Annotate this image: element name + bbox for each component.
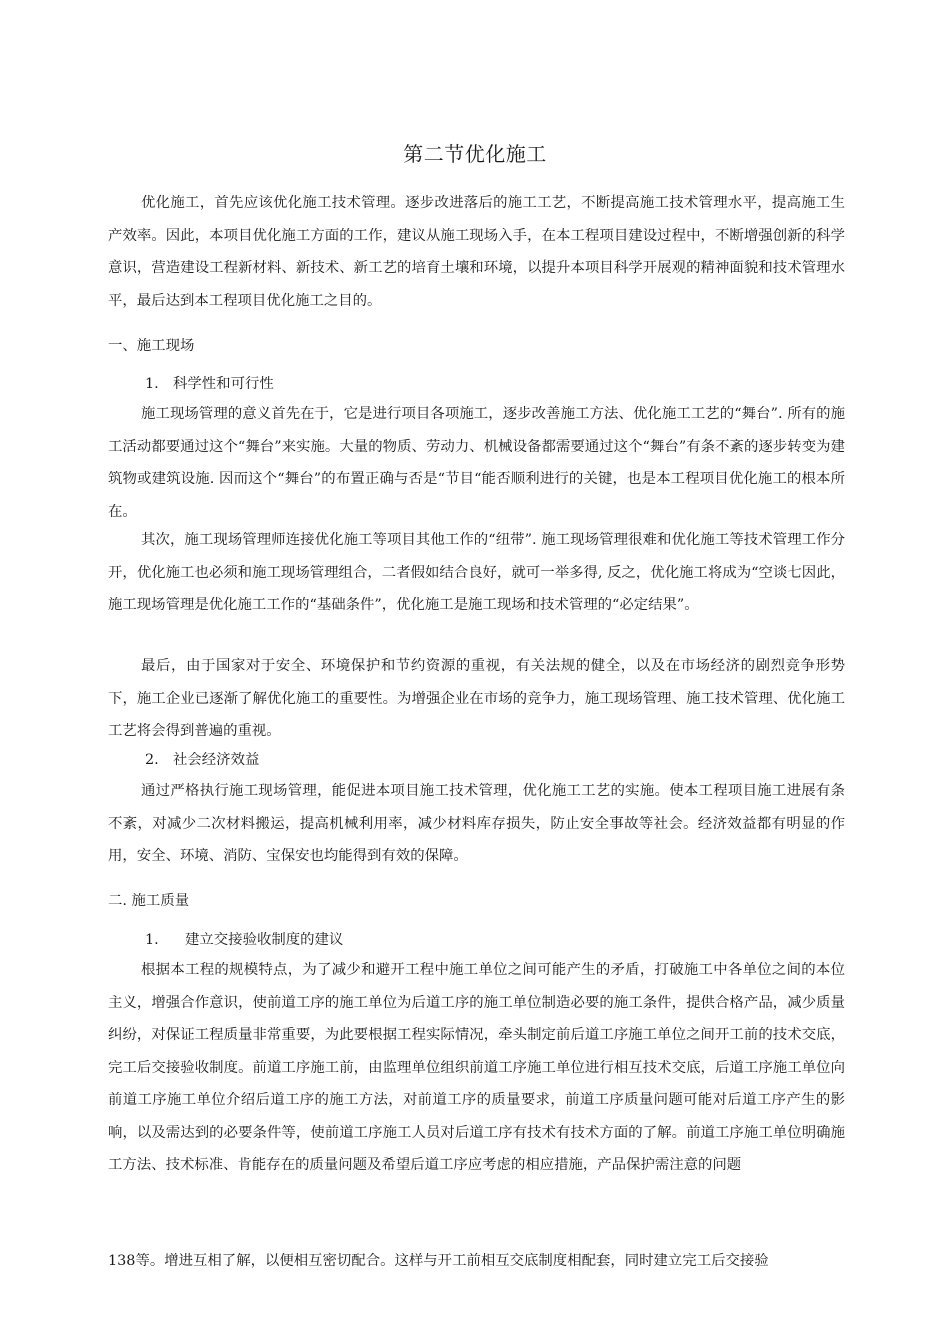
section-1-item-2 [145,750,259,770]
section-1-paragraph-4: 通过严格执行施工现场管理，能促进本项目施工技术管理，优化施工工艺的实施。使本工程项目施工进展有条不紊，对减少二次材料搬运，提高机械利用率，减少材料库存损失，防止安全事故等社会。经济效益都有明显的作用，安全、环境、消防、宝保安也均能得到有效的保障。 [108,783,845,864]
intro-paragraph: 优化施工，首先应该优化施工技术管理。逐步改进落后的施工工艺，不断提高施工技术管理水平，提高施工生产效率。因此，本项目优化施工方面的工作，建议从施工现场入手，在本工程项目建设过程中，不断增强创新的科学意识，营造建设工程新材料、新技术、新工艺的培育土壤和环境，以提升本项目科学开展观的精神面貌和技术管理水平，最后达到本工程项目优化施工之目的。 [108,195,845,309]
section-1-heading: 一、施工现场 [108,338,195,354]
section-2-item-1 [145,930,343,950]
item-label: 社会经济效益 [173,752,260,768]
section-2-heading: 二. 施工质量 [108,893,190,909]
section-2-paragraph-1: 根据本工程的规模特点，为了减少和避开工程中施工单位之间可能产生的矛盾，打破施工中各单位之间的本位主义，增强合作意识，使前道工序的施工单位为后道工序的施工单位制造必要的施工条件，提供合格产品，减少质量纠纷，对保证工程质量非常重要，为此要根据工程实际情况，牵头制定前后道工序施工单位之间开工前的技术交底，完工后交接验收制度。前道工序施工前，由监理单位组织前道工序施工单位进行相互技术交底，后道工序施工单位向前道工序施工单位介绍后道工序的施工方法，对前道工序的质量要求，前道工序质量问题可能对后道工序产生的影响，以及需达到的必要条件等，使前道工序施工人员对后道工序有技术有技术方面的了解。前道工序施工单位明确施工方法、技术标准、肯能存在的质量问题及希望后道工序应考虑的相应措施，产品保护需注意的问题 [108,962,845,1173]
page-footer-line: 138等。增进互相了解，以便相互密切配合。这样与开工前相互交底制度相配套，同时建立完工后交接验 [108,1253,769,1269]
item-number: 1. [145,376,159,392]
page-title: 第二节优化施工 [403,142,547,166]
section-1-paragraph-2: 其次，施工现场管理师连接优化施工等项目其他工作的“纽带”. 施工现场管理很难和优化施工等技术管理工作分开，优化施工也必须和施工现场管理组合，二者假如结合良好，就可一举多得, 反之，优化施工将成为“空谈七因此，施工现场管理是优化施工工作的“基础条件”，优化施工是施工现场和技术管理的“必定结果”。 [108,532,845,613]
section-1-paragraph-1: 施工现场管理的意义首先在于，它是进行项目各项施工，逐步改善施工方法、优化施工工艺的“舞台”. 所有的施工活动都要通过这个“舞台”来实施。大量的物质、劳动力、机械设备都需要通过这个“舞台”有条不紊的逐步转变为建筑物或建筑设施. 因而这个“舞台”的布置正确与否是“节目“能否顺利进行的关键，也是本工程项目优化施工的根本所在。 [108,406,845,520]
section-1-paragraph-3: 最后，由于国家对于安全、环境保护和节约资源的重视，有关法规的健全，以及在市场经济的剧烈竞争形势下，施工企业已逐渐了解优化施工的重要性。为增强企业在市场的竞争力，施工现场管理、施工技术管理、优化施工工艺将会得到普遍的重视。 [108,658,845,739]
item-label: 建立交接验收制度的建议 [185,932,344,948]
item-number: 2. [145,752,159,768]
section-1-item-1 [145,374,274,394]
item-label: 科学性和可行性 [173,376,274,392]
item-number: 1. [145,932,159,948]
